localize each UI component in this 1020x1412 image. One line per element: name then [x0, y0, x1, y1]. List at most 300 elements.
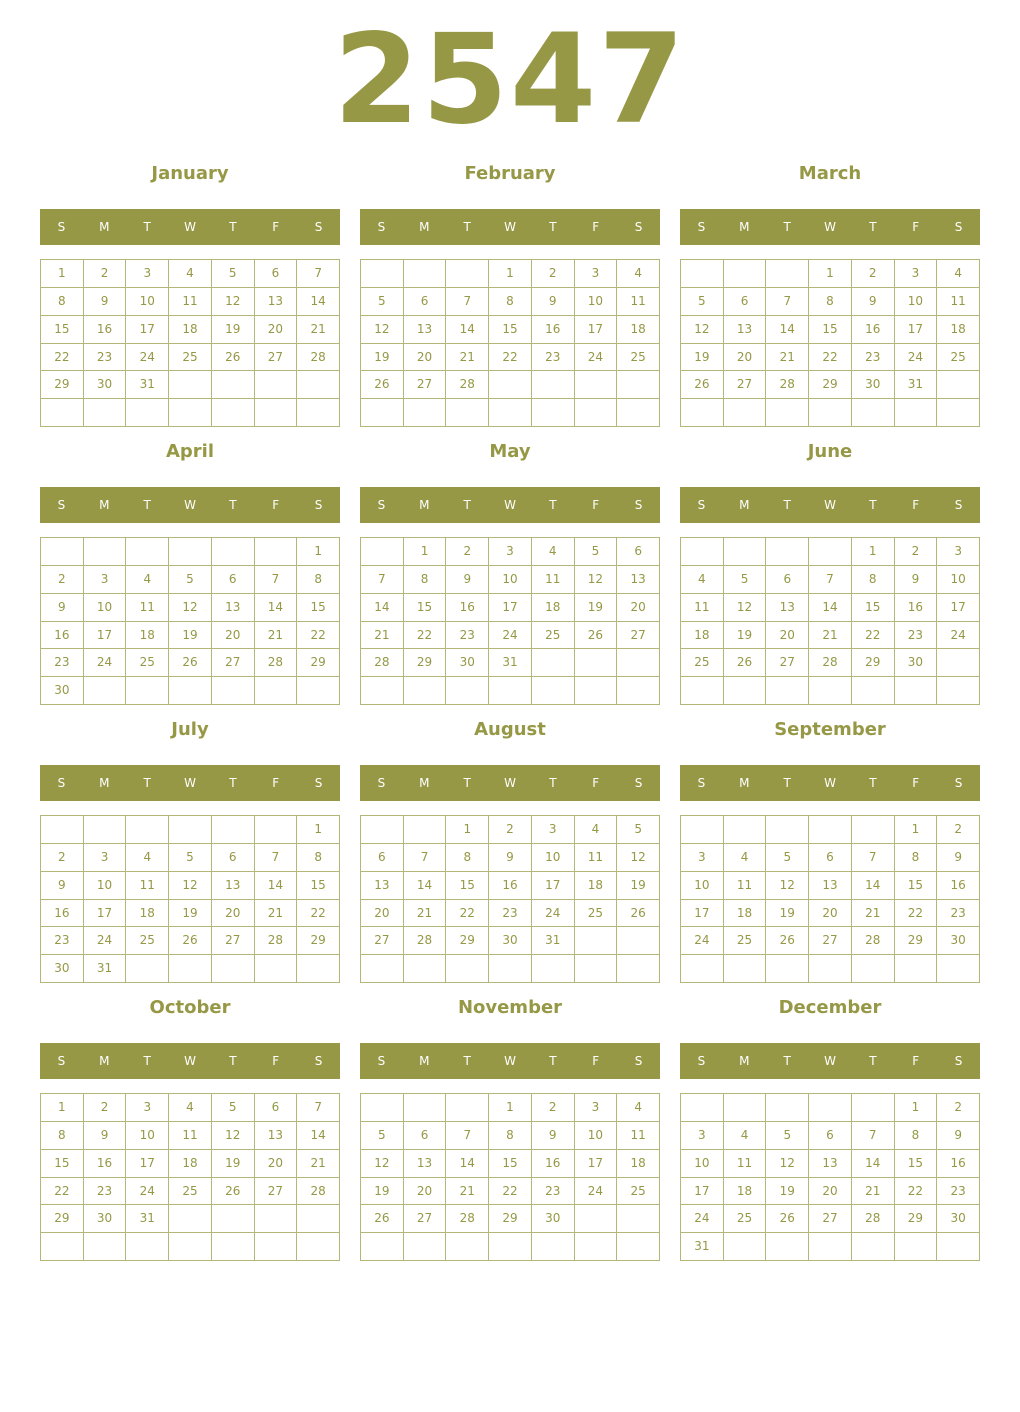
- day-cell: 11: [681, 594, 724, 622]
- day-cell: 28: [852, 927, 895, 955]
- empty-cell: [724, 260, 767, 288]
- day-cell: 30: [532, 1205, 575, 1233]
- day-cell: 2: [41, 844, 84, 872]
- day-cell: 28: [446, 371, 489, 399]
- empty-cell: [809, 955, 852, 983]
- empty-cell: [404, 1094, 447, 1122]
- day-cell: 9: [84, 288, 127, 316]
- day-cell: 1: [446, 816, 489, 844]
- day-cell: 7: [852, 844, 895, 872]
- day-cell: 24: [895, 344, 938, 372]
- empty-cell: [937, 677, 980, 705]
- day-cell: 19: [617, 872, 660, 900]
- empty-cell: [489, 1233, 532, 1261]
- day-cell: 28: [255, 649, 298, 677]
- weekday-label: M: [99, 220, 110, 234]
- day-cell: 12: [766, 1150, 809, 1178]
- day-cell: 21: [297, 1150, 340, 1178]
- day-cell: 5: [575, 538, 618, 566]
- day-grid: [40, 537, 340, 705]
- day-cell: 3: [575, 260, 618, 288]
- empty-cell: [446, 260, 489, 288]
- day-cell: 22: [446, 900, 489, 928]
- month-name: January: [151, 163, 229, 184]
- day-cell: 30: [41, 677, 84, 705]
- day-cell: 10: [489, 566, 532, 594]
- weekday-label: W: [504, 1054, 516, 1068]
- empty-cell: [809, 1094, 852, 1122]
- empty-cell: [255, 1205, 298, 1233]
- day-cell: 30: [489, 927, 532, 955]
- weekday-label: T: [869, 220, 877, 234]
- day-cell: 9: [852, 288, 895, 316]
- day-cell: 12: [766, 872, 809, 900]
- day-cell: 24: [489, 622, 532, 650]
- day-cell: 12: [575, 566, 618, 594]
- empty-cell: [169, 955, 212, 983]
- empty-cell: [575, 927, 618, 955]
- day-cell: 14: [361, 594, 404, 622]
- day-cell: 21: [404, 900, 447, 928]
- day-cell: 15: [895, 1150, 938, 1178]
- day-cell: 6: [404, 1122, 447, 1150]
- day-cell: 30: [84, 1205, 127, 1233]
- day-cell: 17: [575, 316, 618, 344]
- empty-cell: [255, 1233, 298, 1261]
- empty-cell: [766, 816, 809, 844]
- empty-cell: [575, 649, 618, 677]
- day-cell: 1: [895, 816, 938, 844]
- empty-cell: [404, 1233, 447, 1261]
- day-cell: 6: [809, 844, 852, 872]
- weekday-label: T: [549, 1054, 557, 1068]
- day-cell: 21: [361, 622, 404, 650]
- weekday-label: S: [954, 1054, 963, 1068]
- day-cell: 28: [297, 344, 340, 372]
- day-cell: 17: [126, 316, 169, 344]
- day-cell: 13: [809, 872, 852, 900]
- day-cell: 13: [212, 872, 255, 900]
- day-cell: 25: [532, 622, 575, 650]
- weekday-label: S: [634, 776, 643, 790]
- day-cell: 16: [532, 316, 575, 344]
- day-cell: 24: [681, 927, 724, 955]
- weekday-label: T: [229, 1054, 237, 1068]
- empty-cell: [575, 1205, 618, 1233]
- empty-cell: [126, 1233, 169, 1261]
- weekday-label: S: [634, 1054, 643, 1068]
- day-cell: 6: [404, 288, 447, 316]
- day-cell: 17: [681, 1178, 724, 1206]
- day-cell: 15: [852, 594, 895, 622]
- day-cell: 11: [617, 1122, 660, 1150]
- weekday-label: T: [229, 498, 237, 512]
- weekday-label: F: [272, 776, 280, 790]
- day-cell: 9: [41, 872, 84, 900]
- day-cell: 29: [809, 371, 852, 399]
- day-cell: 19: [575, 594, 618, 622]
- day-cell: 11: [575, 844, 618, 872]
- empty-cell: [489, 677, 532, 705]
- day-cell: 25: [724, 927, 767, 955]
- day-cell: 5: [766, 844, 809, 872]
- empty-cell: [361, 1233, 404, 1261]
- day-cell: 15: [895, 872, 938, 900]
- day-cell: 11: [126, 594, 169, 622]
- empty-cell: [852, 399, 895, 427]
- weekday-header: [360, 487, 660, 523]
- weekday-header: [360, 1043, 660, 1079]
- weekday-label: T: [229, 220, 237, 234]
- day-cell: 4: [532, 538, 575, 566]
- empty-cell: [617, 1205, 660, 1233]
- day-cell: 29: [852, 649, 895, 677]
- empty-cell: [724, 955, 767, 983]
- empty-cell: [852, 955, 895, 983]
- day-cell: 14: [255, 872, 298, 900]
- empty-cell: [446, 399, 489, 427]
- empty-cell: [724, 816, 767, 844]
- empty-cell: [212, 399, 255, 427]
- day-cell: 13: [809, 1150, 852, 1178]
- day-cell: 13: [361, 872, 404, 900]
- empty-cell: [297, 677, 340, 705]
- day-cell: 10: [84, 872, 127, 900]
- day-cell: 28: [297, 1178, 340, 1206]
- empty-cell: [446, 1094, 489, 1122]
- weekday-label: S: [377, 776, 386, 790]
- day-cell: 30: [84, 371, 127, 399]
- day-cell: 19: [361, 1178, 404, 1206]
- day-cell: 10: [532, 844, 575, 872]
- day-cell: 23: [532, 1178, 575, 1206]
- day-cell: 31: [126, 1205, 169, 1233]
- empty-cell: [617, 927, 660, 955]
- empty-cell: [575, 371, 618, 399]
- empty-cell: [212, 371, 255, 399]
- day-cell: 5: [169, 844, 212, 872]
- day-cell: 12: [212, 288, 255, 316]
- day-cell: 26: [681, 371, 724, 399]
- month-name: September: [774, 719, 886, 740]
- empty-cell: [532, 399, 575, 427]
- empty-cell: [297, 955, 340, 983]
- day-cell: 8: [297, 566, 340, 594]
- day-cell: 3: [126, 1094, 169, 1122]
- empty-cell: [766, 677, 809, 705]
- day-cell: 2: [937, 816, 980, 844]
- weekday-label: S: [377, 498, 386, 512]
- day-cell: 17: [489, 594, 532, 622]
- empty-cell: [766, 260, 809, 288]
- day-cell: 8: [41, 1122, 84, 1150]
- day-cell: 30: [446, 649, 489, 677]
- empty-cell: [169, 371, 212, 399]
- day-cell: 15: [489, 1150, 532, 1178]
- day-cell: 18: [532, 594, 575, 622]
- day-grid: [680, 259, 980, 427]
- empty-cell: [532, 1233, 575, 1261]
- day-cell: 17: [895, 316, 938, 344]
- day-cell: 26: [617, 900, 660, 928]
- empty-cell: [681, 1094, 724, 1122]
- day-cell: 23: [852, 344, 895, 372]
- day-cell: 24: [575, 344, 618, 372]
- day-cell: 7: [255, 844, 298, 872]
- weekday-header: [680, 487, 980, 523]
- day-cell: 27: [255, 344, 298, 372]
- weekday-header: [360, 209, 660, 245]
- day-cell: 24: [84, 927, 127, 955]
- weekday-label: F: [272, 498, 280, 512]
- month-name: April: [165, 441, 215, 462]
- day-cell: 2: [532, 1094, 575, 1122]
- day-cell: 31: [532, 927, 575, 955]
- weekday-label: S: [697, 220, 706, 234]
- day-cell: 6: [212, 566, 255, 594]
- empty-cell: [169, 677, 212, 705]
- weekday-label: S: [377, 220, 386, 234]
- weekday-label: M: [739, 498, 750, 512]
- empty-cell: [446, 1233, 489, 1261]
- day-cell: 23: [41, 927, 84, 955]
- day-cell: 11: [617, 288, 660, 316]
- day-cell: 1: [809, 260, 852, 288]
- day-cell: 8: [489, 1122, 532, 1150]
- day-cell: 4: [617, 1094, 660, 1122]
- day-cell: 12: [724, 594, 767, 622]
- day-cell: 15: [41, 316, 84, 344]
- day-cell: 9: [937, 1122, 980, 1150]
- day-cell: 15: [489, 316, 532, 344]
- day-cell: 14: [809, 594, 852, 622]
- day-cell: 23: [84, 344, 127, 372]
- weekday-label: T: [869, 776, 877, 790]
- day-cell: 25: [617, 1178, 660, 1206]
- day-cell: 23: [84, 1178, 127, 1206]
- empty-cell: [404, 816, 447, 844]
- day-cell: 5: [681, 288, 724, 316]
- weekday-header: [680, 1043, 980, 1079]
- empty-cell: [84, 399, 127, 427]
- month-name: July: [171, 719, 209, 740]
- day-cell: 27: [766, 649, 809, 677]
- day-cell: 16: [84, 316, 127, 344]
- day-cell: 4: [126, 844, 169, 872]
- month-name: March: [798, 163, 862, 184]
- empty-cell: [41, 538, 84, 566]
- empty-cell: [361, 538, 404, 566]
- day-grid: [680, 1093, 980, 1261]
- day-cell: 19: [766, 1178, 809, 1206]
- empty-cell: [212, 955, 255, 983]
- weekday-label: W: [184, 1054, 196, 1068]
- empty-cell: [532, 677, 575, 705]
- day-cell: 20: [404, 344, 447, 372]
- empty-cell: [681, 260, 724, 288]
- day-cell: 8: [489, 288, 532, 316]
- day-cell: 11: [169, 288, 212, 316]
- day-cell: 9: [84, 1122, 127, 1150]
- day-cell: 16: [446, 594, 489, 622]
- weekday-label: F: [272, 220, 280, 234]
- weekday-label: T: [783, 776, 791, 790]
- empty-cell: [937, 955, 980, 983]
- day-cell: 13: [404, 316, 447, 344]
- day-cell: 20: [617, 594, 660, 622]
- weekday-label: W: [824, 1054, 836, 1068]
- day-cell: 12: [617, 844, 660, 872]
- day-cell: 20: [255, 1150, 298, 1178]
- empty-cell: [297, 1205, 340, 1233]
- day-cell: 29: [489, 1205, 532, 1233]
- empty-cell: [212, 1205, 255, 1233]
- weekday-label: W: [184, 220, 196, 234]
- weekday-label: S: [314, 1054, 323, 1068]
- day-cell: 4: [724, 1122, 767, 1150]
- day-cell: 13: [255, 288, 298, 316]
- day-cell: 5: [766, 1122, 809, 1150]
- day-cell: 18: [169, 316, 212, 344]
- day-cell: 10: [575, 1122, 618, 1150]
- empty-cell: [446, 677, 489, 705]
- day-cell: 11: [126, 872, 169, 900]
- day-cell: 15: [297, 594, 340, 622]
- day-cell: 29: [297, 927, 340, 955]
- day-cell: 7: [809, 566, 852, 594]
- day-cell: 19: [212, 316, 255, 344]
- empty-cell: [255, 955, 298, 983]
- day-cell: 7: [297, 1094, 340, 1122]
- weekday-label: W: [824, 220, 836, 234]
- day-cell: 2: [84, 1094, 127, 1122]
- weekday-label: M: [99, 1054, 110, 1068]
- empty-cell: [126, 399, 169, 427]
- day-cell: 6: [724, 288, 767, 316]
- day-cell: 28: [766, 371, 809, 399]
- day-cell: 7: [446, 1122, 489, 1150]
- day-cell: 4: [937, 260, 980, 288]
- day-cell: 14: [852, 872, 895, 900]
- day-cell: 22: [404, 622, 447, 650]
- day-cell: 2: [532, 260, 575, 288]
- day-cell: 26: [766, 1205, 809, 1233]
- day-cell: 3: [681, 844, 724, 872]
- empty-cell: [361, 677, 404, 705]
- day-cell: 13: [212, 594, 255, 622]
- day-cell: 20: [212, 622, 255, 650]
- day-grid: [360, 259, 660, 427]
- day-cell: 4: [169, 260, 212, 288]
- day-cell: 25: [126, 927, 169, 955]
- day-cell: 1: [895, 1094, 938, 1122]
- year-title: 2547: [333, 8, 687, 152]
- day-cell: 28: [809, 649, 852, 677]
- weekday-label: F: [912, 220, 920, 234]
- day-cell: 10: [681, 1150, 724, 1178]
- day-cell: 1: [489, 260, 532, 288]
- day-cell: 18: [617, 1150, 660, 1178]
- empty-cell: [895, 399, 938, 427]
- empty-cell: [724, 538, 767, 566]
- empty-cell: [852, 677, 895, 705]
- weekday-label: M: [419, 1054, 430, 1068]
- day-cell: 24: [937, 622, 980, 650]
- day-cell: 21: [852, 900, 895, 928]
- day-cell: 24: [84, 649, 127, 677]
- day-cell: 12: [169, 594, 212, 622]
- day-cell: 9: [446, 566, 489, 594]
- empty-cell: [361, 816, 404, 844]
- day-cell: 16: [41, 900, 84, 928]
- day-cell: 13: [617, 566, 660, 594]
- day-cell: 7: [297, 260, 340, 288]
- day-cell: 13: [724, 316, 767, 344]
- empty-cell: [169, 1233, 212, 1261]
- day-cell: 27: [404, 371, 447, 399]
- day-cell: 5: [724, 566, 767, 594]
- day-cell: 28: [446, 1205, 489, 1233]
- day-cell: 31: [126, 371, 169, 399]
- day-cell: 15: [446, 872, 489, 900]
- day-cell: 14: [404, 872, 447, 900]
- empty-cell: [255, 816, 298, 844]
- weekday-header: [680, 765, 980, 801]
- day-cell: 9: [937, 844, 980, 872]
- day-cell: 26: [361, 371, 404, 399]
- day-cell: 22: [489, 344, 532, 372]
- day-cell: 27: [724, 371, 767, 399]
- day-cell: 3: [937, 538, 980, 566]
- empty-cell: [255, 399, 298, 427]
- day-cell: 8: [895, 844, 938, 872]
- day-cell: 17: [84, 622, 127, 650]
- weekday-label: F: [912, 498, 920, 512]
- day-cell: 23: [532, 344, 575, 372]
- empty-cell: [681, 677, 724, 705]
- day-cell: 22: [895, 900, 938, 928]
- day-cell: 17: [84, 900, 127, 928]
- day-cell: 15: [41, 1150, 84, 1178]
- empty-cell: [724, 1233, 767, 1261]
- empty-cell: [361, 260, 404, 288]
- month-name: June: [807, 441, 853, 462]
- day-cell: 12: [169, 872, 212, 900]
- day-cell: 25: [169, 1178, 212, 1206]
- day-cell: 5: [212, 260, 255, 288]
- day-cell: 27: [212, 927, 255, 955]
- empty-cell: [937, 371, 980, 399]
- empty-cell: [937, 1233, 980, 1261]
- empty-cell: [404, 955, 447, 983]
- day-cell: 23: [41, 649, 84, 677]
- day-cell: 7: [255, 566, 298, 594]
- day-cell: 1: [404, 538, 447, 566]
- day-cell: 3: [575, 1094, 618, 1122]
- weekday-label: M: [99, 498, 110, 512]
- day-cell: 16: [852, 316, 895, 344]
- day-cell: 29: [41, 371, 84, 399]
- weekday-label: T: [463, 776, 471, 790]
- empty-cell: [41, 1233, 84, 1261]
- month-name: February: [464, 163, 556, 184]
- empty-cell: [255, 538, 298, 566]
- day-cell: 7: [766, 288, 809, 316]
- day-cell: 25: [681, 649, 724, 677]
- day-cell: 2: [489, 816, 532, 844]
- day-cell: 14: [446, 1150, 489, 1178]
- day-cell: 19: [169, 622, 212, 650]
